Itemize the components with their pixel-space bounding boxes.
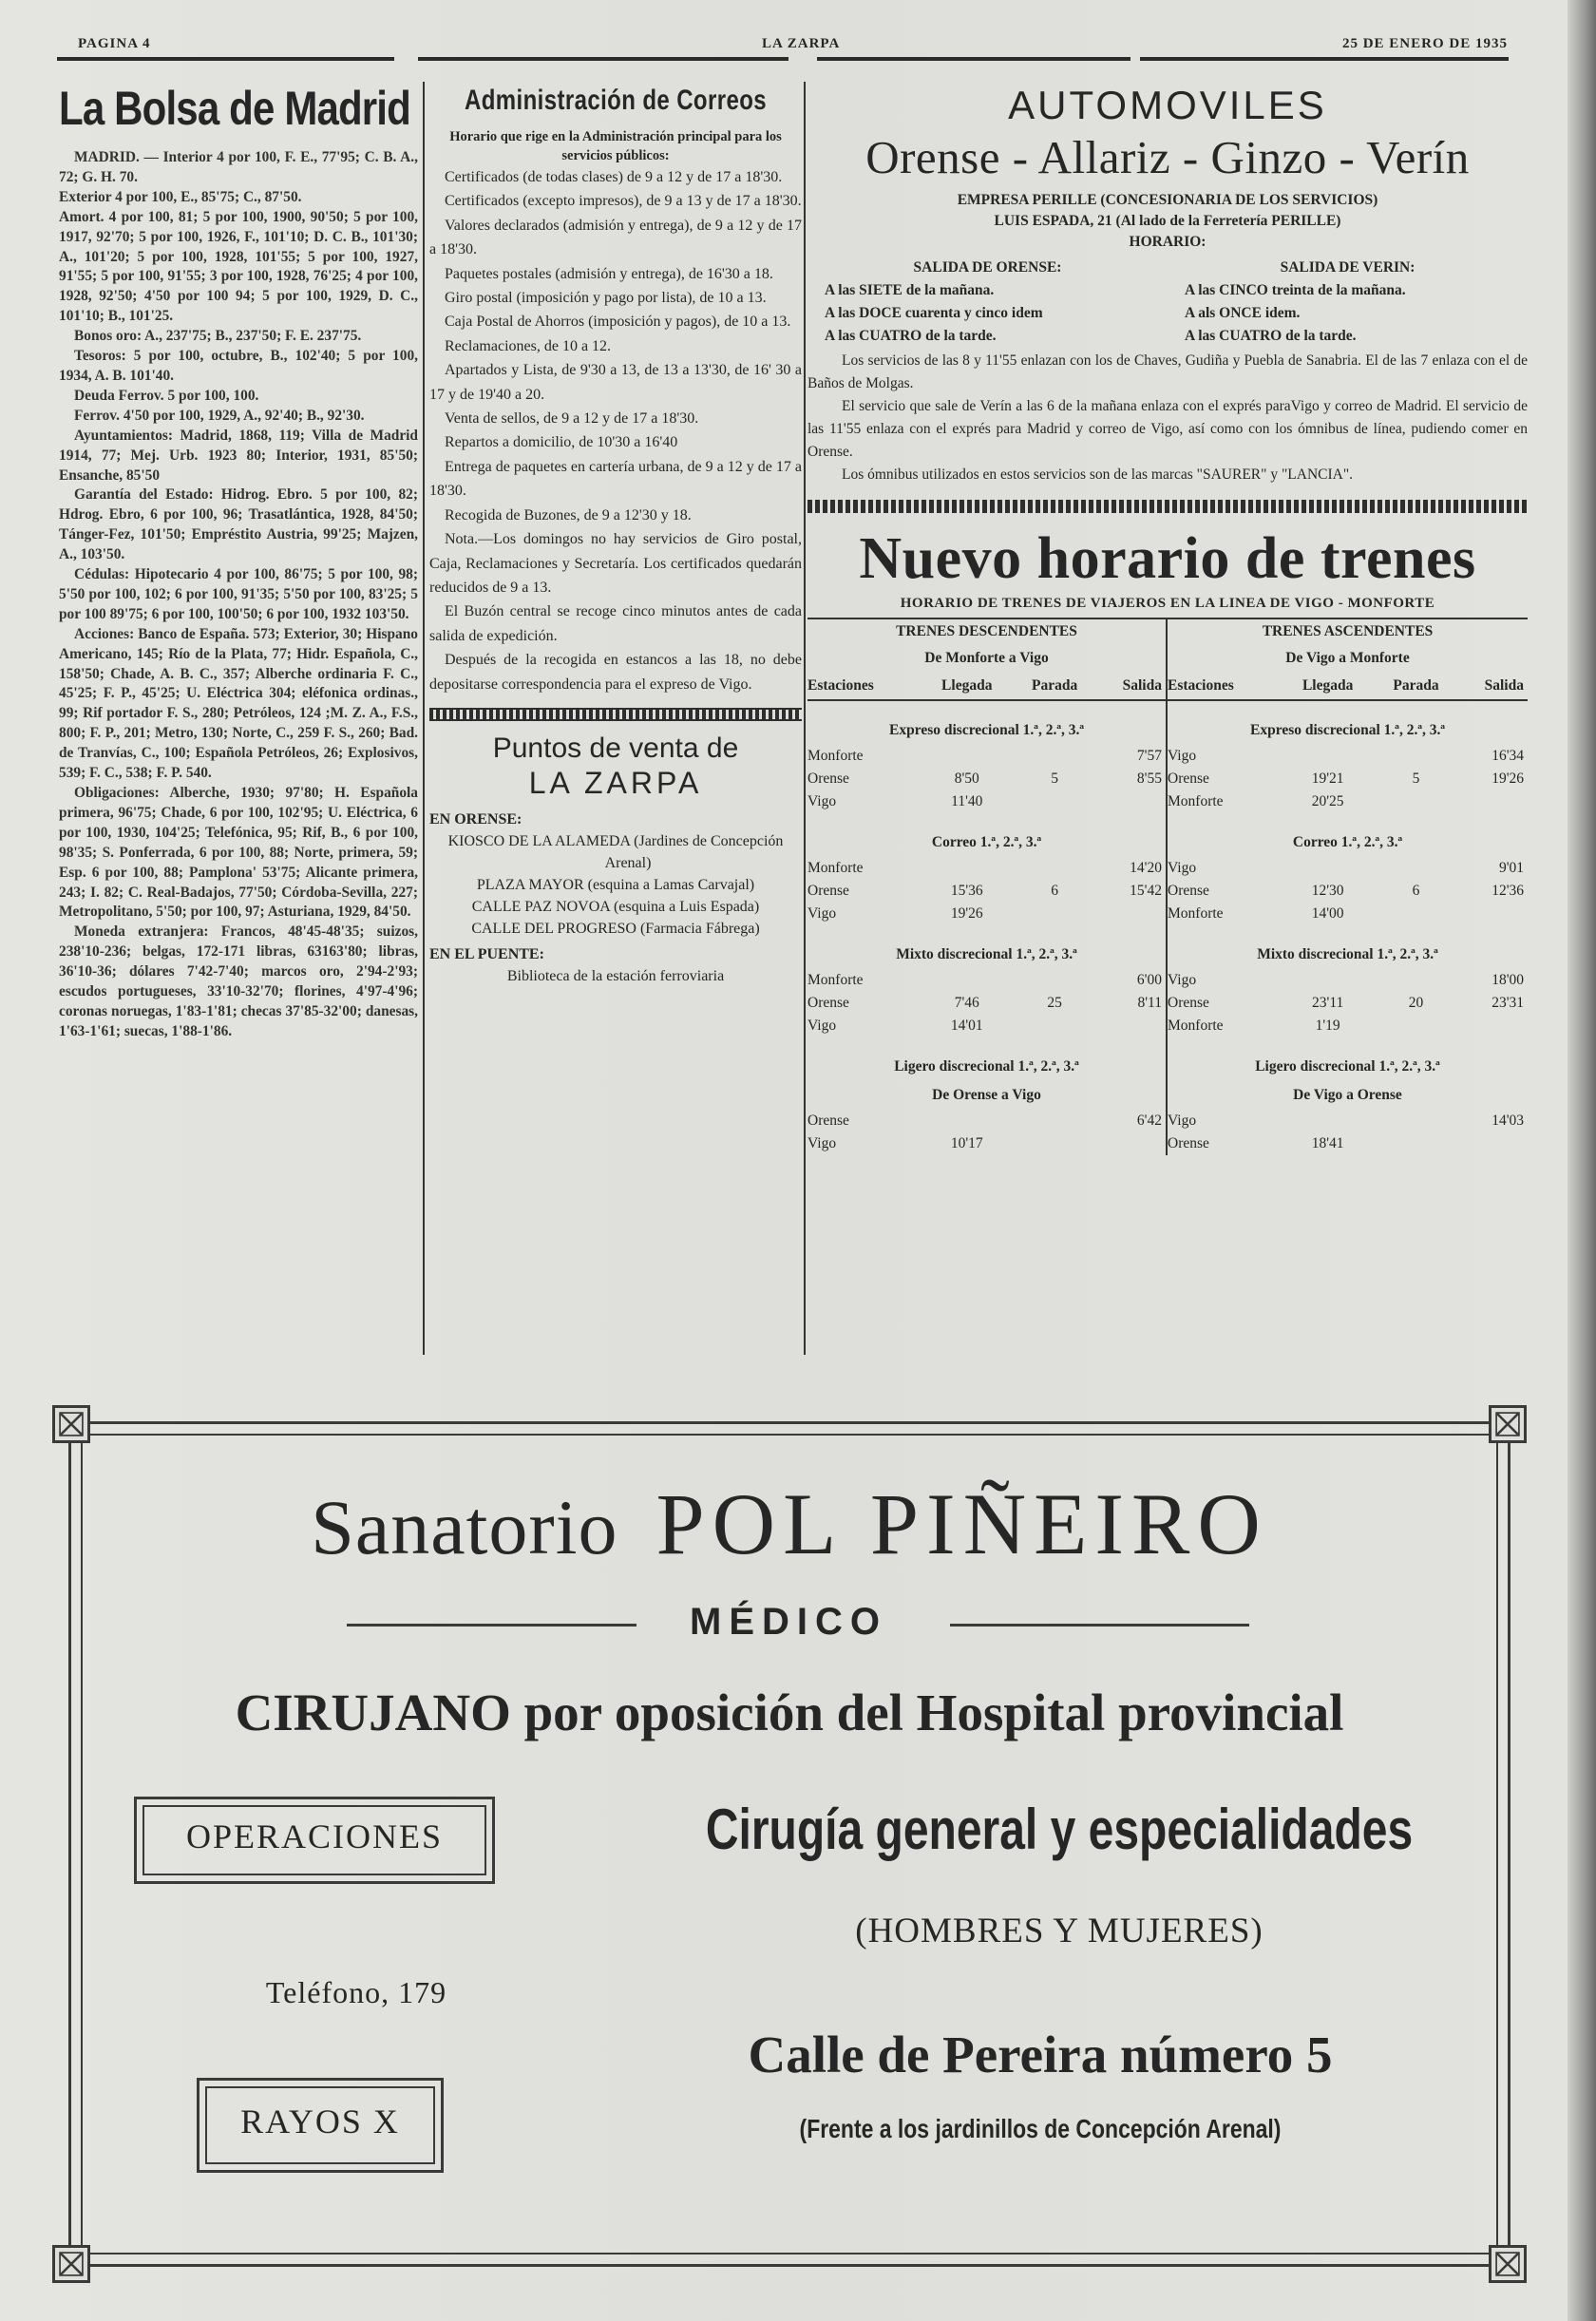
train-row [808,857,1166,880]
train-row [1168,745,1528,768]
issue-date: 25 DE ENERO DE 1935 [1341,36,1508,51]
automoviles-note: El servicio que sale de Verín a las 6 de la mañana enlaza con el exprés paraVigo y correo de Madrid. El servicio de las 11'55 enlaza con el exprés para Madrid y correo de Vigo, así como con los ómnibus de línea, pudiendo comer en Orense. [808,398,1528,460]
stop-cell: 5 [1412,770,1420,787]
train-block-title: Correo 1.ª, 2.ª, 3.ª [1292,834,1403,850]
header-rule [418,57,788,61]
train-row [808,969,1166,992]
correos-paragraph: Nota.—Los domingos no hay servicios de Giro postal, Caja, Reclamaciones y Secretaría. Los certificados quedarán reducidos de 9 a 13. [429,531,802,596]
train-block-title: Expreso discrecional 1.ª, 2.ª, 3.ª [889,722,1084,738]
departure-cell: 15'42 [1130,883,1162,899]
rayos-box [197,2078,444,2173]
correos-paragraph: Paquetes postales (admisión y entrega), de 16'30 a 18. [445,265,773,282]
arrival-cell [1279,969,1376,992]
train-row [1168,768,1528,790]
trenes-half-sub: De Vigo a Monforte [1285,650,1410,666]
page-edge-shadow [1568,0,1596,2321]
puntos-subtitle: LA ZARPA [528,765,703,800]
trenes-title: Nuevo horario de trenes [859,526,1476,591]
train-block-title: Ligero discrecional 1.ª, 2.ª, 3.ª [1255,1058,1440,1075]
arrival-cell [919,857,1016,880]
correos-column [429,82,802,987]
puntos-zone: EN EL PUENTE: [429,945,544,962]
operaciones-label: OPERACIONES [185,1817,444,1855]
col-salida: Salida [1484,677,1524,694]
bolsa-paragraph: Cédulas: Hipotecario 4 por 100, 86'75; 5 por 100, 98; 5'50 por 100, 102; 6 por 100, 91'35; 5'50 por 100, 83'25; 5 por 100 89'75; 6 por 100, 100'50; 6 por 100, 1932 103'50. [59,566,418,622]
stop-cell [1377,903,1455,925]
station-cell: Monforte [1168,1018,1224,1034]
station-cell: Vigo [808,905,837,922]
trenes-half-title: TRENES DESCENDENTES [896,623,1077,639]
correos-paragraph: Giro postal (imposición y pago por lista), de 10 a 13. [445,290,767,307]
station-cell: Vigo [1168,748,1197,764]
arrival-cell: 1'19 [1315,1018,1340,1034]
departure-cell: 16'34 [1492,748,1524,764]
arrival-cell [1279,857,1376,880]
salida-line: A las CUATRO de la tarde. [825,328,997,344]
departure-cell: 18'00 [1492,972,1524,988]
puntos-item: CALLE PAZ NOVOA (esquina a Luis Espada) [471,898,760,915]
departure-cell [1455,790,1528,813]
station-cell: Monforte [1168,793,1224,809]
stop-cell [1016,857,1094,880]
departure-cell [1094,1132,1166,1155]
train-blocks [808,716,1166,1155]
arrival-cell: 15'36 [950,883,983,899]
puntos-zone: EN ORENSE: [429,810,522,828]
stop-cell [1016,1110,1094,1132]
operaciones-box [134,1797,495,1884]
col-llegada: Llegada [941,677,993,694]
correos-paragraph: Caja Postal de Ahorros (imposición y pagos), de 10 a 13. [445,314,791,331]
ad-title [71,1474,1508,1574]
bolsa-paragraph: Moneda extranjera: Francos, 48'45-48'35; suizos, 238'10-236; belgas, 172-171 libras, 63163'80; libras, 36'10-36; dólares 7'42-7'40; marcos oro, 2'94-2'93; escudos portugueses, 33'10-32'70; florines, 4'97-4'96; coronas noruegas, 1'83-1'81; checas 37'85-32'00; danesas, 1'63-1'61; suecas, 1'88-1'86. [59,923,418,1039]
departure-cell: 14'03 [1492,1113,1524,1129]
station-cell: Orense [808,995,849,1011]
stop-cell: 5 [1051,770,1058,787]
station-cell: Monforte [1168,905,1224,922]
train-row [1168,1110,1528,1132]
section-separator [429,708,802,721]
ad-frente: (Frente a los jardinillos de Concepción Arenal) [799,2114,1282,2143]
bolsa-paragraph: Deuda Ferrov. 5 por 100, 100. [74,387,259,404]
station-cell: Vigo [808,1018,837,1034]
salida-line: A las SIETE de la mañana. [825,282,995,298]
bolsa-paragraph: MADRID. — Interior 4 por 100, F. E., 77'95; C. B. A., 72; G. H. 70. [59,149,418,185]
correos-paragraph: Recogida de Buzones, de 9 a 12'30 y 18. [445,506,692,523]
departure-cell: 7'57 [1136,748,1162,764]
departure-cell [1094,790,1166,813]
stop-cell [1377,1110,1455,1132]
train-blocks [1168,716,1528,1155]
salida-line: A las CINCO treinta de la mañana. [1185,282,1406,298]
bolsa-paragraph: Bonos oro: A., 237'75; B., 237'50; F. E. 237'75. [74,328,362,345]
salida-line: A als ONCE idem. [1185,305,1301,321]
ad-cirujano: CIRUJANO por oposición del Hospital provincial [235,1684,1344,1741]
station-cell: Vigo [808,793,837,809]
train-row [808,1110,1166,1132]
stop-cell [1016,1132,1094,1155]
correos-paragraph: Repartos a domicilio, de 10'30 a 16'40 [445,434,678,451]
ad-hombres: (HOMBRES Y MUJERES) [855,1912,1264,1950]
ad-cirugia: Cirugía general y especialidades [705,1798,1414,1861]
arrival-cell [919,969,1016,992]
departure-cell: 12'36 [1492,883,1524,899]
departure-cell [1455,1132,1528,1155]
automoviles-notes [808,350,1528,486]
station-cell: Monforte [808,860,864,876]
bolsa-paragraph: Ferrov. 4'50 por 100, 1929, A., 92'40; B., 92'30. [74,407,365,424]
train-row [808,903,1166,925]
automoviles-title: AUTOMOVILES [1008,83,1327,127]
trenes-half-sub: De Monforte a Vigo [924,650,1049,666]
correos-intro: Horario que rige en la Administración principal para los servicios públicos: [449,129,782,163]
train-row [1168,992,1528,1015]
stop-cell [1016,903,1094,925]
ad-calle: Calle de Pereira número 5 [748,2026,1333,2083]
stop-cell [1016,745,1094,768]
trenes-ascendentes [1168,619,1528,1155]
puntos-title: Puntos de venta de [492,732,739,764]
header-rule [57,57,394,61]
salida-line: A las DOCE cuarenta y cinco idem [825,305,1043,321]
correos-body [429,165,802,696]
correos-paragraph: Certificados (de todas clases) de 9 a 12 y de 17 a 18'30. [445,169,783,185]
arrival-cell [1279,745,1376,768]
arrival-cell: 11'40 [951,793,983,809]
stop-cell [1377,969,1455,992]
departure-cell: 6'00 [1136,972,1162,988]
trenes-descendentes [808,619,1168,1155]
automoviles-horario: HORARIO: [1129,234,1206,250]
arrival-cell: 19'21 [1311,770,1344,787]
train-row [1168,969,1528,992]
stop-cell: 6 [1051,883,1058,899]
departure-cell [1455,1015,1528,1037]
bolsa-paragraph: Obligaciones: Alberche, 1930; 97'80; H. Española primera, 96'75; Chade, 6 por 100, 102'95; U. Eléctrica, 6 por 100, 1930, 104'25; Telefónica, 95; Rif, B., 6 por 100, 98'35; S. Ponferrada, 6 por 100, 88; Norte, primera, 59; Esp. 6 por 100, 88; Pamplona' 53'75; Alicante primera, 243; I. 82; C. Real-Badajos, 77'50; Córdoba-Sevilla, 227; Metropolitano, 5'50; por 100, 97; Asturiana, 1929, 84'50. [59,785,418,921]
departure-cell: 6'42 [1136,1113,1162,1129]
train-row [808,745,1166,768]
bolsa-paragraph: Garantía del Estado: Hidrog. Ebro. 5 por 100, 82; Hdrog. Ebro, 6 por 100, 96; Trasatlántica, 1928, 84'50; Tánger-Fez, 101'50; Empréstito Austria, 99'25; Majzen, A., 103'50. [59,486,418,563]
salida-line: A las CUATRO de la tarde. [1185,328,1357,344]
arrival-cell: 12'30 [1311,883,1344,899]
train-row [808,992,1166,1015]
train-block-sub: De Vigo a Orense [1293,1087,1402,1103]
arrival-cell [1279,1110,1376,1132]
arrival-cell: 8'50 [954,770,979,787]
departure-cell: 23'31 [1492,995,1524,1011]
bolsa-paragraph: Ayuntamientos: Madrid, 1868, 119; Villa de Madrid 1914, 77; Mej. Urb. 1923 80; Interior, 1931, 85'50; Ensanche, 85'50 [59,427,418,484]
corner-ornament-icon [52,1405,90,1443]
automoviles-note: Los servicios de las 8 y 11'55 enlazan con los de Chaves, Gudiña y Puebla de Sanabria. El de las 7 enlaza con el de Baños de Molgas. [808,352,1528,391]
station-cell: Vigo [1168,1113,1197,1129]
station-cell: Orense [1168,770,1209,787]
rayos-label: RAYOS X [240,2102,400,2140]
stop-cell [1016,790,1094,813]
station-cell: Orense [808,1113,849,1129]
train-block-title: Mixto discrecional 1.ª, 2.ª, 3.ª [896,946,1077,962]
automoviles-route: Orense - Allariz - Ginzo - Verín [865,131,1470,183]
station-cell: Vigo [1168,972,1197,988]
bolsa-column [59,78,418,1042]
train-row [1168,1015,1528,1037]
train-block-title: Ligero discrecional 1.ª, 2.ª, 3.ª [894,1058,1079,1075]
arrival-cell: 18'41 [1311,1135,1344,1151]
bolsa-paragraph: Acciones: Banco de España. 573; Exterior, 30; Hispano Americano, 145; Río de la Plata, 77; Hidr. Española, C., 158'50; Chade, A. B. C., 357; Alberche ordinaria F. C., 45'25; F. P., 45'25; U. Eléctrica 304; eléfonica ordinas., 99; Rif portador F. S., 280; Petróleos, 124 ;M. Z. A., F.S., 800; F. P., 201; Metro, 130; Norte, C., 259 F. S., 260; Bad. de Tranvías, C., 100; Española Petróleos, 26; Explosivos, 539; F. C., 538; F. P. 540. [59,625,418,782]
correos-title: Administración de Correos [464,85,768,116]
arrival-cell: 20'25 [1311,793,1344,809]
puntos-item: Biblioteca de la estación ferroviaria [506,967,725,984]
train-row [808,1132,1166,1155]
column-divider [423,82,425,1355]
arrival-cell [919,1110,1016,1132]
station-cell: Vigo [808,1135,837,1151]
departure-cell: 8'11 [1137,995,1162,1011]
departure-cell [1094,1015,1166,1037]
puntos-item: PLAZA MAYOR (esquina a Lamas Carvajal) [476,876,755,893]
page-header [78,36,1508,59]
stop-cell: 25 [1047,995,1062,1011]
arrival-cell: 7'46 [954,995,979,1011]
section-separator [808,500,1528,513]
automoviles-direccion: LUIS ESPADA, 21 (Al lado de la Ferretería PERILLE) [994,213,1341,229]
train-row [808,768,1166,790]
trenes-table [808,619,1528,1155]
ad-title-name: POL PIÑEIRO [656,1475,1268,1572]
correos-paragraph: El Buzón central se recoge cinco minutos antes de cada salida de expedición. [429,603,802,644]
train-block-title: Correo 1.ª, 2.ª, 3.ª [931,834,1042,850]
stop-cell [1377,857,1455,880]
page-number: PAGINA 4 [78,36,151,51]
correos-paragraph: Después de la recogida en estancos a las 18, no debe depositarse correspondencia para el expreso de Vigo. [429,652,802,693]
departure-cell: 14'20 [1130,860,1162,876]
automoviles-note: Los ómnibus utilizados en estos servicios son de las marcas "SAURER" y "LANCIA". [842,466,1354,483]
corner-ornament-icon [1489,2245,1527,2283]
station-cell: Orense [1168,995,1209,1011]
stop-cell [1377,1132,1455,1155]
arrival-cell: 14'00 [1311,905,1344,922]
train-block-title: Expreso discrecional 1.ª, 2.ª, 3.ª [1250,722,1445,738]
paper-name: LA ZARPA [762,36,841,51]
trenes-half-title: TRENES ASCENDENTES [1262,623,1434,639]
train-block-title: Mixto discrecional 1.ª, 2.ª, 3.ª [1257,946,1438,962]
arrival-cell [919,745,1016,768]
departure-cell [1094,903,1166,925]
station-cell: Orense [808,883,849,899]
corner-ornament-icon [52,2245,90,2283]
header-rule [1140,57,1509,61]
col-salida: Salida [1122,677,1162,694]
column-divider [804,82,806,1355]
station-cell: Orense [1168,883,1209,899]
correos-paragraph: Entrega de paquetes en cartería urbana, de 9 a 12 y de 17 a 18'30. [429,458,802,500]
bolsa-paragraph: Amort. 4 por 100, 81; 5 por 100, 1900, 90'50; 5 por 100, 1917, 92'70; 5 por 100, 1926, F., 101'10; D. C. B., 101'30; A., 101'20; 5 por 100, 1928, 101'55; 5 por 100, 1927, 91'55; 5 por 100, 91'55; 3 por 100, 1928, 76'25; 4 por 100, 1928, 92'50; 4'50 por 100 94; 5 por 100, 1929, D. C., 101'10; B., 101'25. [59,208,418,325]
bolsa-paragraph: Tesoros: 5 por 100, octubre, B., 102'40; 5 por 100, 1934, A. B. 101'40. [59,348,418,384]
departure-cell: 9'01 [1498,860,1524,876]
train-row [1168,857,1528,880]
stop-cell [1016,969,1094,992]
sanatorio-advertisement [68,1421,1510,2267]
train-row [1168,790,1528,813]
puntos-list [429,809,802,987]
departure-cell: 8'55 [1136,770,1162,787]
station-cell: Monforte [808,972,864,988]
stop-cell [1377,745,1455,768]
station-cell: Vigo [1168,860,1197,876]
ad-medico: MÉDICO [690,1601,887,1643]
col-parada: Parada [1032,677,1078,694]
salida-heading: SALIDA DE VERIN: [1280,259,1416,276]
puntos-item: CALLE DEL PROGRESO (Farmacia Fábrega) [471,920,760,937]
bolsa-title: La Bolsa de Madrid [59,82,410,135]
stop-cell: 20 [1408,995,1424,1011]
header-rule [817,57,1130,61]
correos-paragraph: Apartados y Lista, de 9'30 a 13, de 13 a 13'30, de 16' 30 a 17 y de 19'40 a 20. [429,362,802,403]
train-row [1168,1132,1528,1155]
col-parada: Parada [1393,677,1439,694]
salida-verin [1168,257,1528,348]
bolsa-paragraph: Exterior 4 por 100, E., 85'75; C., 87'50. [59,188,302,205]
train-row [808,790,1166,813]
stop-cell [1377,1015,1455,1037]
train-row [1168,880,1528,903]
arrival-cell: 23'11 [1312,995,1344,1011]
departure-cell [1455,903,1528,925]
arrival-cell: 14'01 [950,1018,983,1034]
right-column [808,82,1528,1155]
train-block-sub: De Orense a Vigo [932,1087,1041,1103]
correos-paragraph: Valores declarados (admisión y entrega), de 9 a 12 y de 17 a 18'30. [429,217,802,258]
train-row [808,880,1166,903]
corner-ornament-icon [1489,1405,1527,1443]
salida-orense [808,257,1168,348]
train-row [808,1015,1166,1037]
station-cell: Orense [808,770,849,787]
trenes-column-headers [1168,673,1528,701]
trenes-column-headers [808,673,1166,701]
automoviles-empresa: EMPRESA PERILLE (CONCESIONARIA DE LOS SERVICIOS) [957,192,1378,208]
col-llegada: Llegada [1302,677,1354,694]
ad-title-sanatorio: Sanatorio [311,1484,618,1570]
stop-cell [1016,1015,1094,1037]
stop-cell: 6 [1412,883,1420,899]
ad-telefono: Teléfono, 179 [265,1975,447,2009]
station-cell: Orense [1168,1135,1209,1151]
salida-heading: SALIDA DE ORENSE: [913,259,1062,276]
station-cell: Monforte [808,748,864,764]
col-estaciones: Estaciones [1168,677,1234,694]
departure-cell: 19'26 [1492,770,1524,787]
correos-paragraph: Venta de sellos, de 9 a 12 y de 17 a 18'30. [445,410,699,428]
arrival-cell: 10'17 [950,1135,983,1151]
correos-paragraph: Certificados (excepto impresos), de 9 a 13 y de 17 a 18'30. [445,193,802,210]
col-estaciones: Estaciones [808,677,874,694]
correos-paragraph: Reclamaciones, de 10 a 12. [445,337,612,354]
arrival-cell: 19'26 [950,905,983,922]
bolsa-body [59,148,418,1042]
puntos-item: KIOSCO DE LA ALAMEDA (Jardines de Concepción Arenal) [447,832,784,871]
salidas-table [808,257,1528,348]
trenes-subtitle: HORARIO DE TRENES DE VIAJEROS EN LA LINEA DE VIGO - MONFORTE [900,596,1435,611]
train-row [1168,903,1528,925]
stop-cell [1377,790,1455,813]
